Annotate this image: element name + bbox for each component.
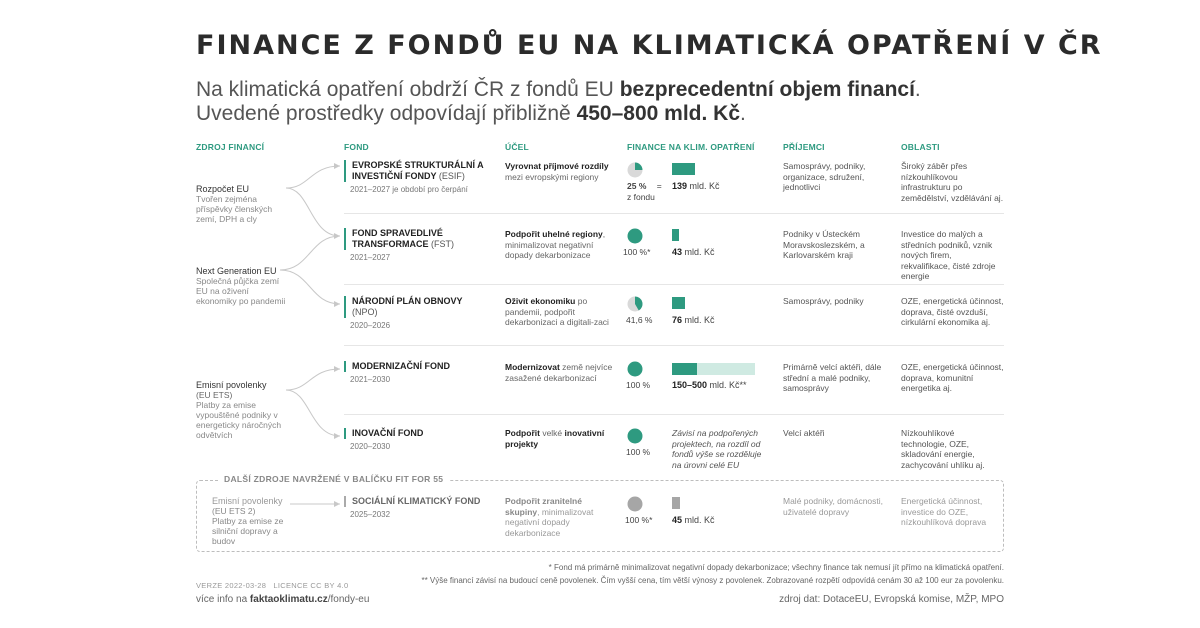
subtitle <box>196 78 921 126</box>
fund-social-climate <box>344 496 494 519</box>
areas-social-climate: Energetická účinnost, investice do OZE, nízkouhlíková doprava <box>901 496 987 527</box>
amount-unit: mld. Kč <box>682 247 715 257</box>
header-source: ZDROJ FINANCÍ <box>196 142 265 152</box>
connector-ngeu-npo <box>280 270 340 304</box>
header-purpose: ÚČEL <box>505 142 529 152</box>
purpose-text: po pandemii, podpořit dekarbonizaci a digitali-zaci <box>505 296 609 327</box>
source-title-2: (EU ETS 2) <box>212 506 256 516</box>
finance-note-innovation: Závisí na podpořených projektech, na rozdíl od fondů výše se rozděluje na úrovni celé EU <box>672 428 762 470</box>
pie-background <box>628 229 643 244</box>
recipients-innovation: Velcí aktéři <box>783 428 825 438</box>
arrow-head <box>334 233 340 239</box>
amount-unit: mld. Kč <box>687 181 720 191</box>
more-info-link[interactable]: faktaoklimatu.cz <box>249 594 328 605</box>
row-separator <box>344 213 1004 214</box>
areas-innovation: Nízkouhlíkové technologie, OZE, skladování energie, zachycování uhlíku aj. <box>901 428 985 470</box>
pie-slice <box>635 163 643 171</box>
purpose-npo <box>505 296 615 328</box>
fund-innovation <box>344 428 494 451</box>
header-finance: FINANCE NA KLIM. OPATŘENÍ <box>627 142 755 152</box>
fund-name <box>344 428 494 439</box>
purpose-bold: Oživit ekonomiku <box>505 296 576 306</box>
finance-pct-npo: 41,6 % <box>626 315 653 325</box>
footnote-star: * Fond má primárně minimalizovat negativní dopady dekarbonizace; všechny finance tak nemusí jít přímo na klimatická opatření. <box>548 563 1004 572</box>
subtitle-text: Uvedené prostředky odpovídají přibližně <box>196 102 577 125</box>
amount-value: 45 <box>672 515 683 525</box>
fund-name-text: EVROPSKÉ STRUKTURÁLNÍ A INVESTIČNÍ FONDY <box>352 160 484 181</box>
fund-abbr: (ESIF) <box>438 171 465 181</box>
fund-period: 2020–2030 <box>350 442 391 451</box>
connector-ets-if <box>286 390 340 436</box>
amount-unit: mld. Kč <box>682 515 715 525</box>
fund-abbr: (NPO) <box>352 307 378 317</box>
finance-amount-fst <box>672 247 715 257</box>
purpose-innovation <box>505 428 615 449</box>
finance-pct-innovation: 100 % <box>626 447 651 457</box>
finance-amount-social-climate <box>672 515 715 525</box>
purpose-text: země nejvíce zasažené dekarbonizací <box>505 362 613 383</box>
subtitle-text: . <box>740 102 746 125</box>
purpose-bold: Modernizovat <box>505 362 560 372</box>
fund-period: 2021–2027 <box>350 253 391 262</box>
purpose-text: mezi evropskými regiony <box>505 171 599 182</box>
row-separator <box>344 345 1004 346</box>
source-desc: Společná půjčka zemí EU na oživení ekonomiky po pandemii <box>196 276 286 306</box>
equals-sign: = <box>656 181 662 191</box>
finance-pct-modernization: 100 % <box>626 380 651 390</box>
pct-value: 25 % <box>627 181 647 191</box>
fund-name <box>344 296 494 318</box>
amount-unit: mld. Kč <box>682 315 715 325</box>
finance-amount-modernization <box>672 380 747 390</box>
row-separator <box>344 284 1004 285</box>
recipients-fst: Podniky v Ústeckém Moravskoslezském, a Karlovarském kraji <box>783 229 865 260</box>
fund-abbr: (FST) <box>431 239 455 249</box>
fund-name-text: FOND SPRAVEDLIVÉ TRANSFORMACE <box>352 228 443 249</box>
subtitle-emphasis: 450–800 mld. Kč <box>576 102 740 125</box>
bar-esif <box>672 163 695 175</box>
finance-amount-esif <box>672 181 720 191</box>
header-recipients: PŘÍJEMCI <box>783 142 825 152</box>
header-areas: OBLASTI <box>901 142 940 152</box>
source-title: Emisní povolenky <box>196 380 267 390</box>
finance-pct-fst: 100 %* <box>623 247 651 257</box>
source-title: Rozpočet EU <box>196 184 250 194</box>
bar-modernization <box>672 363 697 375</box>
purpose-text: velké <box>539 428 565 438</box>
purpose-fst <box>505 229 615 261</box>
connector-ets-mf <box>286 369 340 390</box>
subtitle-emphasis: bezprecedentní objem financí <box>619 78 915 101</box>
pie-background <box>628 362 643 377</box>
pie-chart-esif <box>627 162 643 178</box>
source-desc: Tvořen zejména příspěvky členských zemí, DPH a cly <box>196 194 273 224</box>
pie-background <box>628 497 643 512</box>
recipients-social-climate: Malé podniky, domácnosti, uživatelé dopravy <box>783 496 884 517</box>
fund-name: SOCIÁLNÍ KLIMATICKÝ FOND <box>344 496 494 507</box>
connector-budget-esif <box>286 166 340 188</box>
pie-chart-modernization <box>627 361 643 377</box>
more-info[interactable] <box>196 594 369 605</box>
purpose-text: , minimalizovat negativní dopady dekarbonizace <box>505 229 606 260</box>
fund-name-text: MODERNIZAČNÍ FOND <box>352 361 450 371</box>
more-info-text: více info na <box>196 594 250 605</box>
source-eu-ets <box>196 380 288 440</box>
arrow-head <box>334 433 340 439</box>
fund-npo <box>344 296 494 330</box>
footer-meta <box>196 581 348 590</box>
source-title: Emisní povolenky <box>212 496 283 506</box>
fund-name <box>344 228 494 250</box>
purpose-modernization <box>505 362 615 383</box>
purpose-bold: inovativní projekty <box>505 428 605 449</box>
amount-value: 43 <box>672 247 683 257</box>
header-fund: FOND <box>344 142 369 152</box>
footnote-double-star: ** Výše financí závisí na budoucí ceně povolenek. Čím vyšší cena, tím větší výnosy z povolenek. Zobrazované rozpětí odpovídá cenám 30 až 100 eur za povolenku. <box>421 576 1004 585</box>
source-eu-budget <box>196 184 291 224</box>
recipients-esif: Samosprávy, podniky, organizace, sdružení, jednotlivci <box>783 161 866 192</box>
fund-period: 2025–2032 <box>350 510 391 519</box>
arrow-head <box>334 301 340 307</box>
source-desc: Platby za emise vypouštěné podniky v energeticky náročných odvětvích <box>196 400 282 440</box>
fund-modernization <box>344 361 494 384</box>
fund-name <box>344 160 494 182</box>
pct-note: z fondu <box>627 192 655 202</box>
purpose-text: , minimalizovat negativní dopady dekarbonizace <box>505 506 594 538</box>
license: LICENCE CC BY 4.0 <box>273 581 349 590</box>
areas-modernization: OZE, energetická účinnost, doprava, komunitní energetika aj. <box>901 362 1004 393</box>
source-title: Next Generation EU <box>196 266 277 276</box>
bar-social-climate <box>672 497 680 509</box>
more-info-path: /fondy-eu <box>327 594 370 605</box>
purpose-bold: Podpořit uhelné regiony <box>505 229 603 239</box>
finance-pct-esif <box>627 181 662 203</box>
source-eu-ets-2 <box>212 496 302 546</box>
data-source: zdroj dat: DotaceEU, Evropská komise, MŽP, MPO <box>779 594 1004 605</box>
connector-budget-fst <box>286 188 340 236</box>
amount-value: 76 <box>672 315 683 325</box>
fund-period: 2020–2026 <box>350 321 391 330</box>
subtitle-text: . <box>914 78 921 101</box>
amount-unit: mld. Kč** <box>707 380 747 390</box>
areas-fst: Investice do malých a středních podniků, vznik nových firem, rekvalifikace, čisté zdroje energie <box>901 229 996 281</box>
page-title: FINANCE Z FONDŮ EU NA KLIMATICKÁ OPATŘENÍ V ČR <box>196 30 1103 61</box>
fund-esif <box>344 160 494 194</box>
finance-pct-social-climate: 100 %* <box>625 515 653 525</box>
bar-fst <box>672 229 679 241</box>
pie-background <box>628 429 643 444</box>
fund-fst <box>344 228 494 262</box>
purpose-bold: Podpořit zranitelné skupiny <box>505 496 582 517</box>
fund-period: 2021–2027 je období pro čerpání <box>350 185 468 194</box>
row-separator <box>344 414 1004 415</box>
arrow-head <box>334 163 340 169</box>
fund-period: 2021–2030 <box>350 375 391 384</box>
finance-amount-npo <box>672 315 715 325</box>
areas-npo: OZE, energetická účinnost, doprava, čisté ovzduší, cirkulární ekonomika aj. <box>901 296 1004 327</box>
pie-chart-npo <box>627 296 643 312</box>
recipients-modernization: Primárně velcí aktéři, dále střední a malé podniky, samosprávy <box>783 362 882 393</box>
version: VERZE 2022-03-28 <box>196 581 267 590</box>
purpose-social-climate <box>505 496 615 538</box>
connector-ngeu-fst <box>280 236 340 270</box>
source-next-gen-eu <box>196 266 286 306</box>
recipients-npo: Samosprávy, podniky <box>783 296 864 306</box>
purpose-bold: Vyrovnat příjmové rozdíly <box>505 161 609 171</box>
fund-name-text: NÁRODNÍ PLÁN OBNOVY <box>352 296 463 306</box>
fund-name <box>344 361 494 372</box>
source-title-2: (EU ETS) <box>196 390 233 400</box>
bar-npo <box>672 297 685 309</box>
amount-value: 139 <box>672 181 688 191</box>
fit-for-55-label: DALŠÍ ZDROJE NAVRŽENÉ V BALÍČKU FIT FOR 55 <box>218 474 449 484</box>
subtitle-text: Na klimatická opatření obdrží ČR z fondů EU <box>196 78 620 101</box>
purpose-bold: Podpořit <box>505 428 540 438</box>
purpose-esif <box>505 161 615 182</box>
arrow-head <box>334 366 340 372</box>
amount-value: 150–500 <box>672 380 708 390</box>
pie-chart-fst <box>627 228 643 244</box>
source-desc: Platby za emise ze silniční dopravy a budov <box>212 516 284 546</box>
pie-chart-social-climate <box>627 496 643 512</box>
fund-name-text: INOVAČNÍ FOND <box>352 428 424 438</box>
pie-chart-innovation <box>627 428 643 444</box>
areas-esif: Široký záběr přes nízkouhlíkovou infrastrukturu po zemědělství, vzdělávání aj. <box>901 161 1004 203</box>
